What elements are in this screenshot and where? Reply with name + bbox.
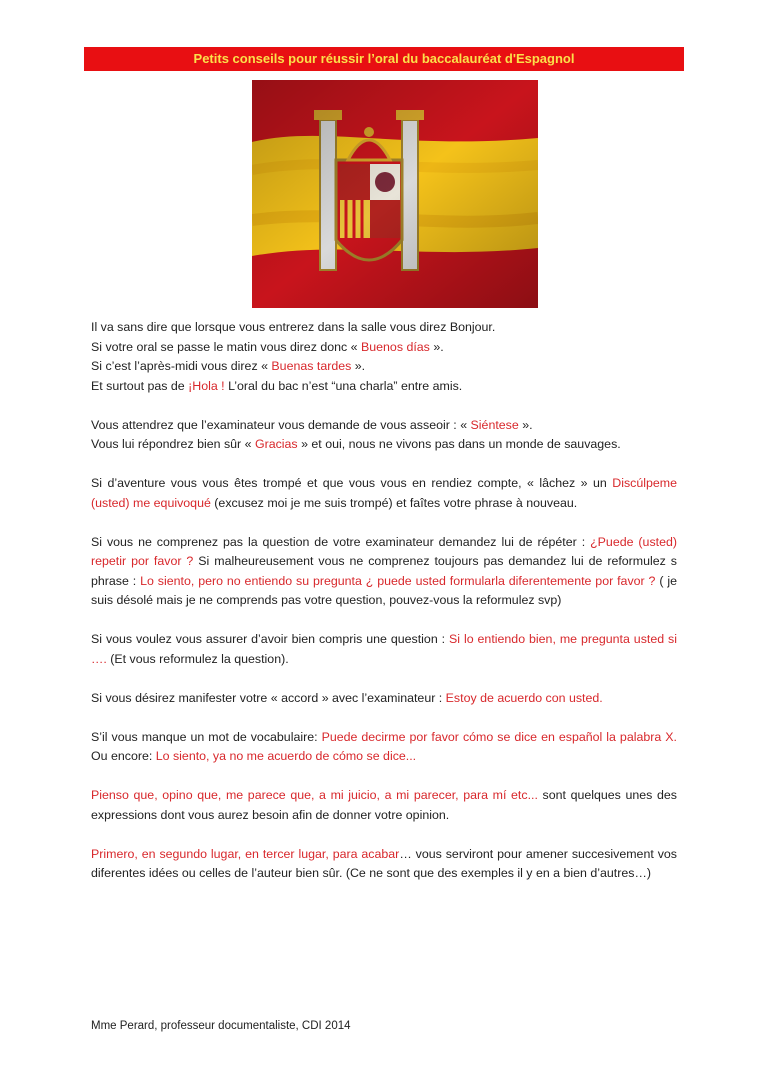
spanish-phrase: Lo siento, ya no me acuerdo de cómo se dice... xyxy=(155,749,417,763)
spanish-flag-svg xyxy=(252,80,538,308)
paragraph-mistake xyxy=(91,474,677,513)
spanish-phrase: Puede decirme por favor cómo se dice en español la palabra X. xyxy=(321,729,677,744)
text: Vous lui répondrez bien sûr « xyxy=(91,437,255,451)
text: ». xyxy=(518,417,533,432)
spanish-phrase: Primero, en segundo lugar, en tercer lugar, para acabar xyxy=(91,846,400,861)
page-footer xyxy=(91,1020,351,1032)
spanish-phrase: Discúlpeme (usted) me equivoqué xyxy=(91,476,677,510)
spanish-phrase: ¡Hola ! xyxy=(188,378,225,393)
text: » et oui, nous ne vivons pas dans un monde de sauvages. xyxy=(297,437,621,451)
title-banner xyxy=(84,47,684,71)
text: sont quelques unes des expressions dont vous aurez besoin afin de donner votre opinion. xyxy=(91,788,677,822)
spanish-phrase: ¿Puede (usted) repetir por favor ? xyxy=(91,534,677,568)
spanish-flag-image xyxy=(252,80,538,308)
text: Si vous ne comprenez pas la question de votre examinateur demandez lui de répéter : xyxy=(91,534,591,549)
text: … vous serviront pour amener succesivement vos diferentes idées ou celles de l’auteur bien sûr. (Ce ne sont que des exemples il y en a bien d’autres…) xyxy=(91,846,677,880)
paragraph-connectors xyxy=(91,845,677,884)
text: Si vous désirez manifester votre « accord » avec l’examinateur : xyxy=(91,690,446,705)
spanish-phrase: Siéntese xyxy=(470,417,519,432)
spanish-phrase: Lo siento, pero no entiendo su pregunta ¿ puede usted formularla diferentemente por favor ? xyxy=(140,573,656,588)
spanish-phrase: Gracias xyxy=(254,437,298,451)
text: ». xyxy=(351,359,366,373)
page-title: Petits conseils pour réussir l’oral du baccalauréat d'Espagnol xyxy=(193,51,575,66)
paragraph-repeat xyxy=(91,533,677,611)
text: L’oral du bac n’est “una charla” entre amis. xyxy=(224,378,463,393)
text: Il va sans dire que lorsque vous entrerez dans la salle vous direz Bonjour. xyxy=(91,320,496,334)
text: Si votre oral se passe le matin vous direz donc « xyxy=(91,339,361,354)
text: (Et vous reformulez la question). xyxy=(106,651,289,666)
paragraph-greetings xyxy=(91,318,677,396)
spanish-phrase: Si lo entiendo bien, me pregunta usted si …. xyxy=(91,632,677,666)
paragraph-understand xyxy=(91,630,677,669)
text: Si c’est l’après-midi vous direz « xyxy=(91,359,272,373)
paragraph-opinion xyxy=(91,786,677,825)
paragraph-vocabulary xyxy=(91,728,677,767)
text: Et surtout pas de xyxy=(91,378,189,393)
text: (excusez moi je me suis trompé) et faîtes votre phrase à nouveau. xyxy=(210,495,578,510)
document-body xyxy=(91,318,677,884)
spanish-phrase: Pienso que, opino que, me parece que, a mi juicio, a mi parecer, para mí etc... xyxy=(91,788,538,802)
text: Ou encore: xyxy=(91,749,156,763)
text: Si malheureusement vous ne comprenez toujours pas demandez lui de reformulez s phrase : xyxy=(91,554,677,588)
text: Si vous voulez vous assurer d’avoir bien compris une question : xyxy=(91,632,450,646)
spanish-phrase: Buenas tardes xyxy=(271,359,352,373)
spanish-phrase: Estoy de acuerdo con usted. xyxy=(445,690,603,705)
text: S’il vous manque un mot de vocabulaire: xyxy=(91,729,322,744)
text: Vous attendrez que l’examinateur vous demande de vous asseoir : « xyxy=(91,417,471,432)
text: ( je suis désolé mais je ne comprends pas votre question, pouvez-vous la reformulez svp) xyxy=(91,573,678,607)
text: ». xyxy=(429,339,444,354)
text: Si d’aventure vous vous êtes trompé et que vous vous en rendiez compte, « lâchez » un xyxy=(91,476,613,490)
paragraph-agreement xyxy=(91,689,677,709)
paragraph-sit-down xyxy=(91,416,677,455)
footer-text: Mme Perard, professeur documentaliste, CDI 2014 xyxy=(91,1020,351,1032)
spanish-phrase: Buenos días xyxy=(360,339,430,354)
